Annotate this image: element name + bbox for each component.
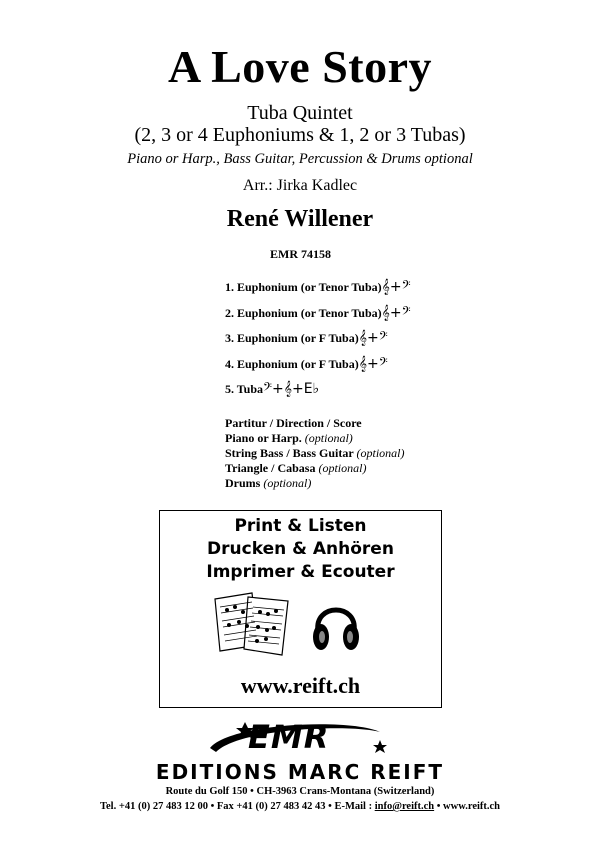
score-part-label: Partitur / Direction / Score	[225, 416, 362, 430]
logo-text: EMR	[248, 718, 330, 756]
contact-phone-fax: Tel. +41 (0) 27 483 12 00 • Fax +41 (0) 27 483 42 43 • E-Mail :	[99, 801, 375, 812]
publisher-name: EDITIONS MARC REIFT	[155, 760, 445, 784]
promo-line-2: Drucken & Anhören	[207, 539, 394, 559]
optional-note: (optional)	[263, 476, 312, 490]
part-label: 3. Euphonium (or F Tuba)	[225, 331, 359, 345]
score-part-2	[225, 431, 353, 446]
score-part-5	[225, 476, 311, 491]
part-2	[225, 305, 411, 321]
arranger: Arr.: Jirka Kadlec	[242, 177, 358, 194]
score-part-label: Drums	[225, 476, 261, 490]
part-label: 1. Euphonium (or Tenor Tuba)	[225, 280, 382, 294]
instrumentation: (2, 3 or 4 Euphoniums & 1, 2 or 3 Tubas)	[134, 124, 466, 146]
publisher-address: Route du Golf 150 • CH-3963 Crans-Montana (Switzerland)	[165, 786, 435, 797]
email-link[interactable]: info@reift.ch	[374, 801, 435, 812]
part-4	[225, 356, 388, 372]
clef-icon: 𝄢+𝄞+E♭	[263, 381, 320, 397]
part-label: 4. Euphonium (or F Tuba)	[225, 357, 359, 371]
catalog-number: EMR 74158	[270, 247, 331, 261]
score-part-3	[225, 446, 404, 461]
optional-note: (optional)	[304, 431, 353, 445]
score-part-4	[225, 461, 366, 476]
optional-instruments: Piano or Harp., Bass Guitar, Percussion & Drums optional	[127, 151, 473, 167]
part-1	[225, 279, 411, 295]
score-part-label: Piano or Harp.	[225, 431, 302, 445]
score-part-label: Triangle / Cabasa	[225, 461, 316, 475]
subtitle: Tuba Quintet	[247, 102, 353, 124]
title: A Love Story	[167, 41, 433, 92]
print-listen-box	[159, 510, 442, 708]
website-link[interactable]: www.reift.ch	[240, 673, 361, 698]
promo-line-1: Print & Listen	[234, 516, 367, 536]
publisher-contact	[0, 801, 600, 812]
headphones-icon	[310, 593, 362, 655]
part-5	[225, 381, 319, 397]
clef-icon: 𝄞+𝄢	[381, 279, 411, 295]
part-label: 5. Tuba	[225, 382, 264, 396]
sheet-music-icon	[210, 589, 300, 659]
clef-icon: 𝄞+𝄢	[358, 330, 388, 346]
emr-logo	[150, 718, 450, 782]
optional-note: (optional)	[318, 461, 367, 475]
clef-icon: 𝄞+𝄢	[381, 305, 411, 321]
clef-icon: 𝄞+𝄢	[358, 356, 388, 372]
score-part-label: String Bass / Bass Guitar	[225, 446, 354, 460]
optional-note: (optional)	[356, 446, 405, 460]
composer: René Willener	[226, 206, 374, 232]
contact-website[interactable]: • www.reift.ch	[434, 801, 501, 812]
part-label: 2. Euphonium (or Tenor Tuba)	[225, 306, 382, 320]
part-3	[225, 330, 388, 346]
score-part-1	[225, 416, 362, 431]
promo-line-3: Imprimer & Ecouter	[206, 562, 395, 582]
